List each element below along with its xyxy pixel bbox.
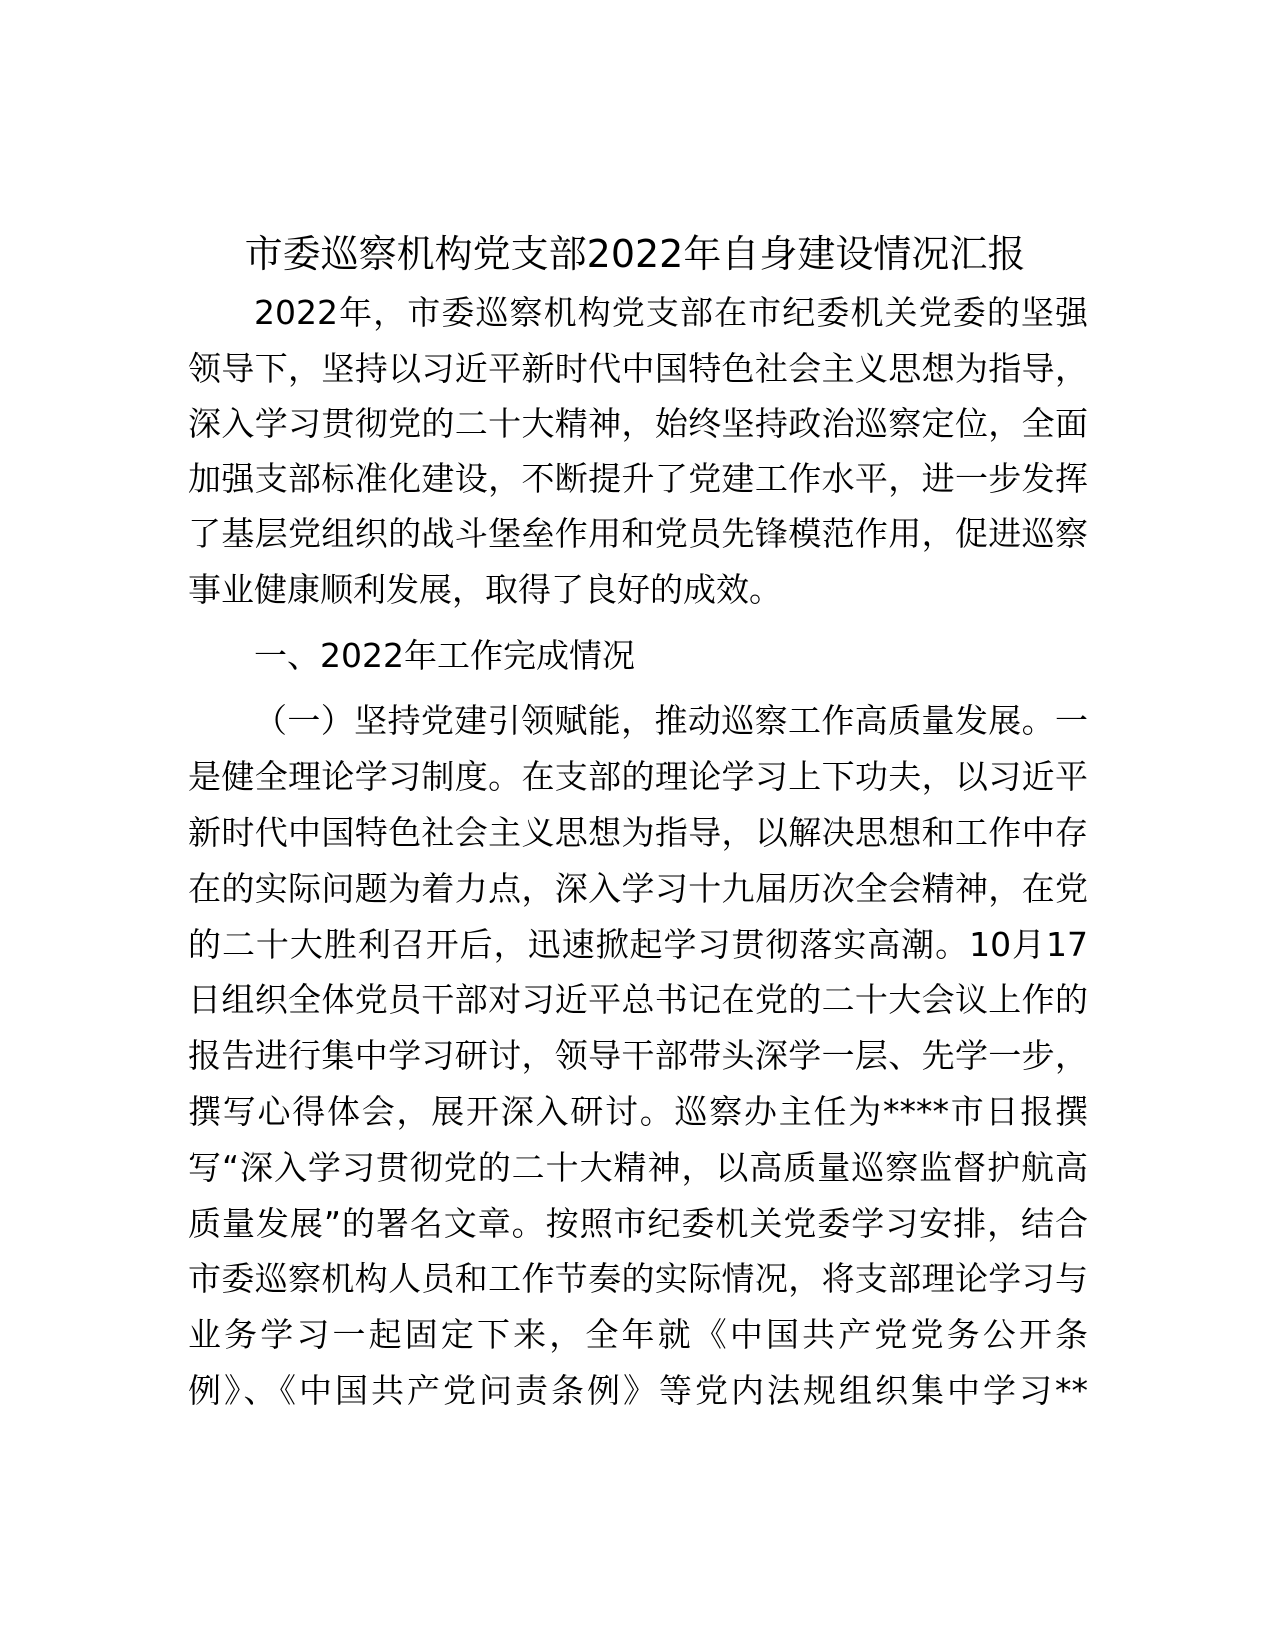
intro-line-1: 2022年，市委巡察机构党支部在市纪委机关党委的坚强	[254, 293, 1088, 332]
document-title: 市委巡察机构党支部2022年自身建设情况汇报	[244, 232, 1026, 276]
body-line-11: 市委巡察机构人员和工作节奏的实际情况，将支部理论学习与	[188, 1259, 1088, 1298]
intro-line-4: 加强支部标准化建设，不断提升了党建工作水平，进一步发挥	[188, 459, 1088, 498]
intro-line-2: 领导下，坚持以习近平新时代中国特色社会主义思想为指导，	[188, 349, 1088, 388]
section-heading: 一、2022年工作完成情况	[254, 636, 635, 675]
body-line-4: 在的实际问题为着力点，深入学习十九届历次全会精神，在党	[188, 869, 1088, 908]
body-line-8: 撰写心得体会，展开深入研讨。巡察办主任为****市日报撰	[188, 1092, 1088, 1131]
intro-line-5: 了基层党组织的战斗堡垒作用和党员先锋模范作用，促进巡察	[188, 514, 1088, 553]
body-line-6: 日组织全体党员干部对习近平总书记在党的二十大会议上作的	[188, 980, 1088, 1019]
intro-line-6: 事业健康顺利发展，取得了良好的成效。	[188, 570, 782, 609]
body-line-12: 业务学习一起固定下来，全年就《中国共产党党务公开条	[188, 1315, 1088, 1354]
body-line-1: （一）坚持党建引领赋能，推动巡察工作高质量发展。一	[254, 701, 1088, 740]
intro-line-3: 深入学习贯彻党的二十大精神，始终坚持政治巡察定位，全面	[188, 404, 1088, 443]
body-line-13: 例》、《中国共产党问责条例》等党内法规组织集中学习**	[188, 1371, 1088, 1410]
body-line-7: 报告进行集中学习研讨，领导干部带头深学一层、先学一步，	[188, 1036, 1088, 1075]
body-line-10: 质量发展”的署名文章。按照市纪委机关党委学习安排，结合	[188, 1204, 1088, 1243]
body-line-3: 新时代中国特色社会主义思想为指导，以解决思想和工作中存	[188, 813, 1088, 852]
body-line-2: 是健全理论学习制度。在支部的理论学习上下功夫，以习近平	[188, 757, 1088, 796]
body-line-9: 写“深入学习贯彻党的二十大精神，以高质量巡察监督护航高	[188, 1148, 1088, 1187]
body-line-5: 的二十大胜利召开后，迅速掀起学习贯彻落实高潮。10月17	[188, 925, 1088, 964]
